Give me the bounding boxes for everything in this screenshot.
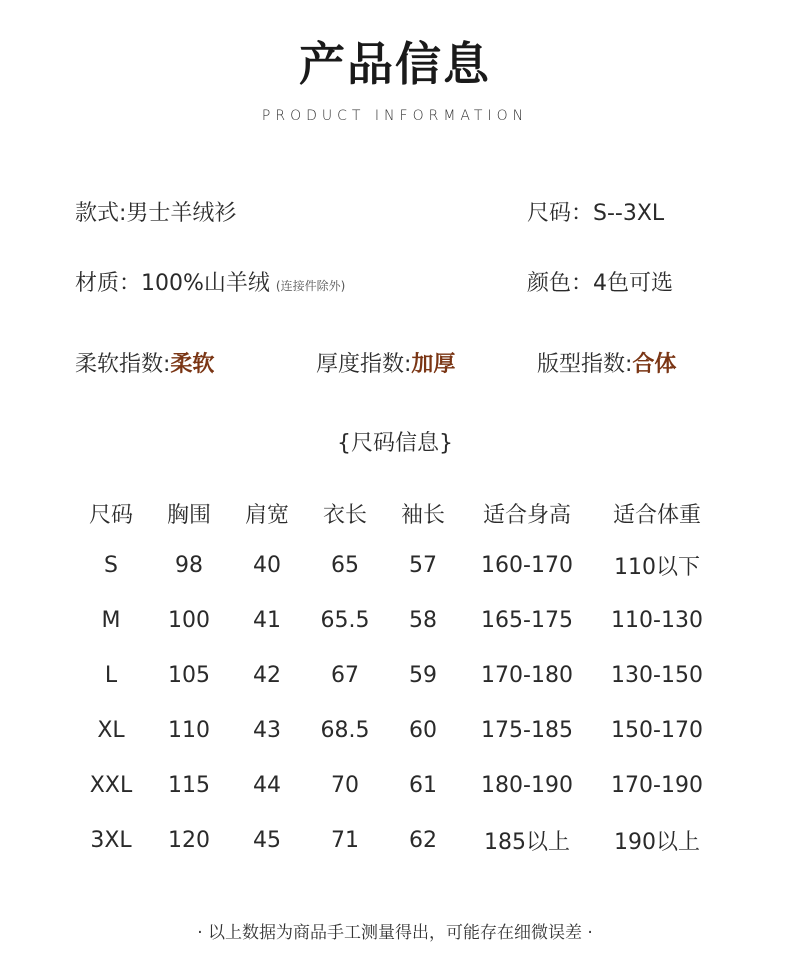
header-chest: 胸围 bbox=[166, 502, 211, 528]
material-info bbox=[75, 266, 345, 297]
header-height: 适合身高 bbox=[482, 502, 571, 528]
fit-label: 版型指数: bbox=[537, 352, 633, 377]
size-table bbox=[72, 488, 722, 868]
table-cell: 170-180 bbox=[481, 663, 573, 688]
fit-value: 合体 bbox=[632, 352, 677, 377]
softness-index bbox=[75, 347, 214, 378]
header-shoulder: 肩宽 bbox=[244, 502, 289, 528]
table-cell: 65 bbox=[331, 553, 359, 578]
header-size: 尺码 bbox=[88, 502, 133, 528]
table-cell: L bbox=[104, 663, 118, 688]
table-cell: 175-185 bbox=[481, 718, 573, 743]
color-value: 4色可选 bbox=[593, 271, 674, 296]
table-cell: 62 bbox=[409, 828, 437, 853]
style-label: 款式: bbox=[75, 201, 127, 226]
table-row bbox=[72, 758, 722, 813]
thickness-value: 加厚 bbox=[411, 352, 456, 377]
material-value: 100%山羊绒 bbox=[141, 271, 270, 296]
header-weight: 适合体重 bbox=[612, 502, 701, 528]
header-sleeve: 袖长 bbox=[400, 502, 445, 528]
table-cell: S bbox=[104, 553, 118, 578]
table-cell: 115 bbox=[168, 773, 210, 798]
header-length: 衣长 bbox=[322, 502, 367, 528]
fit-index bbox=[537, 347, 676, 378]
table-cell: 42 bbox=[253, 663, 281, 688]
table-cell: 44 bbox=[253, 773, 281, 798]
table-cell: 40 bbox=[253, 553, 281, 578]
thickness-label: 厚度指数: bbox=[316, 352, 412, 377]
table-cell: 130-150 bbox=[611, 663, 703, 688]
table-cell: 98 bbox=[175, 553, 203, 578]
size-value: S--3XL bbox=[593, 201, 665, 226]
table-cell: 65.5 bbox=[320, 608, 370, 633]
page-title: 产品信息 bbox=[299, 37, 491, 91]
table-cell: 150-170 bbox=[611, 718, 703, 743]
table-cell: 190以上 bbox=[614, 830, 700, 855]
table-cell: 61 bbox=[409, 773, 437, 798]
table-cell: 58 bbox=[409, 608, 437, 633]
table-cell: 110-130 bbox=[611, 608, 703, 633]
table-cell: 67 bbox=[331, 663, 359, 688]
softness-label: 柔软指数: bbox=[75, 352, 171, 377]
table-cell: XXL bbox=[89, 773, 133, 798]
table-cell: 120 bbox=[168, 828, 210, 853]
table-cell: 59 bbox=[409, 663, 437, 688]
table-row bbox=[72, 538, 722, 593]
table-cell: 68.5 bbox=[320, 718, 370, 743]
table-cell: M bbox=[101, 608, 121, 633]
table-cell: 57 bbox=[409, 553, 437, 578]
table-cell: 110 bbox=[168, 718, 210, 743]
page-subtitle: PRODUCT INFORMATION bbox=[261, 108, 529, 124]
table-cell: 45 bbox=[253, 828, 281, 853]
table-cell: 71 bbox=[331, 828, 359, 853]
table-cell: 160-170 bbox=[481, 553, 573, 578]
softness-value: 柔软 bbox=[170, 352, 215, 377]
table-cell: 70 bbox=[331, 773, 359, 798]
table-row bbox=[72, 813, 722, 868]
size-table-header bbox=[72, 488, 722, 538]
material-label: 材质： bbox=[75, 271, 142, 296]
table-cell: 170-190 bbox=[611, 773, 703, 798]
table-row bbox=[72, 703, 722, 758]
table-cell: 180-190 bbox=[481, 773, 573, 798]
table-cell: 165-175 bbox=[481, 608, 573, 633]
table-cell: 60 bbox=[409, 718, 437, 743]
size-section-title: {尺码信息} bbox=[337, 431, 453, 456]
table-cell: 105 bbox=[168, 663, 210, 688]
table-cell: 43 bbox=[253, 718, 281, 743]
table-row bbox=[72, 593, 722, 648]
table-cell: 3XL bbox=[90, 828, 132, 853]
style-value: 男士羊绒衫 bbox=[126, 201, 237, 226]
style-info bbox=[75, 196, 236, 227]
measurement-note: · 以上数据为商品手工测量得出，可能存在细微误差 · bbox=[197, 923, 593, 943]
table-cell: XL bbox=[97, 718, 125, 743]
thickness-index bbox=[316, 347, 455, 378]
table-cell: 110以下 bbox=[614, 555, 700, 580]
color-label: 颜色： bbox=[527, 271, 594, 296]
table-cell: 41 bbox=[253, 608, 281, 633]
material-note: (连接件除外) bbox=[275, 279, 346, 293]
color-info bbox=[527, 266, 673, 297]
table-row bbox=[72, 648, 722, 703]
size-label: 尺码： bbox=[527, 201, 594, 226]
size-info bbox=[527, 196, 664, 227]
table-cell: 185以上 bbox=[484, 830, 570, 855]
table-cell: 100 bbox=[168, 608, 210, 633]
